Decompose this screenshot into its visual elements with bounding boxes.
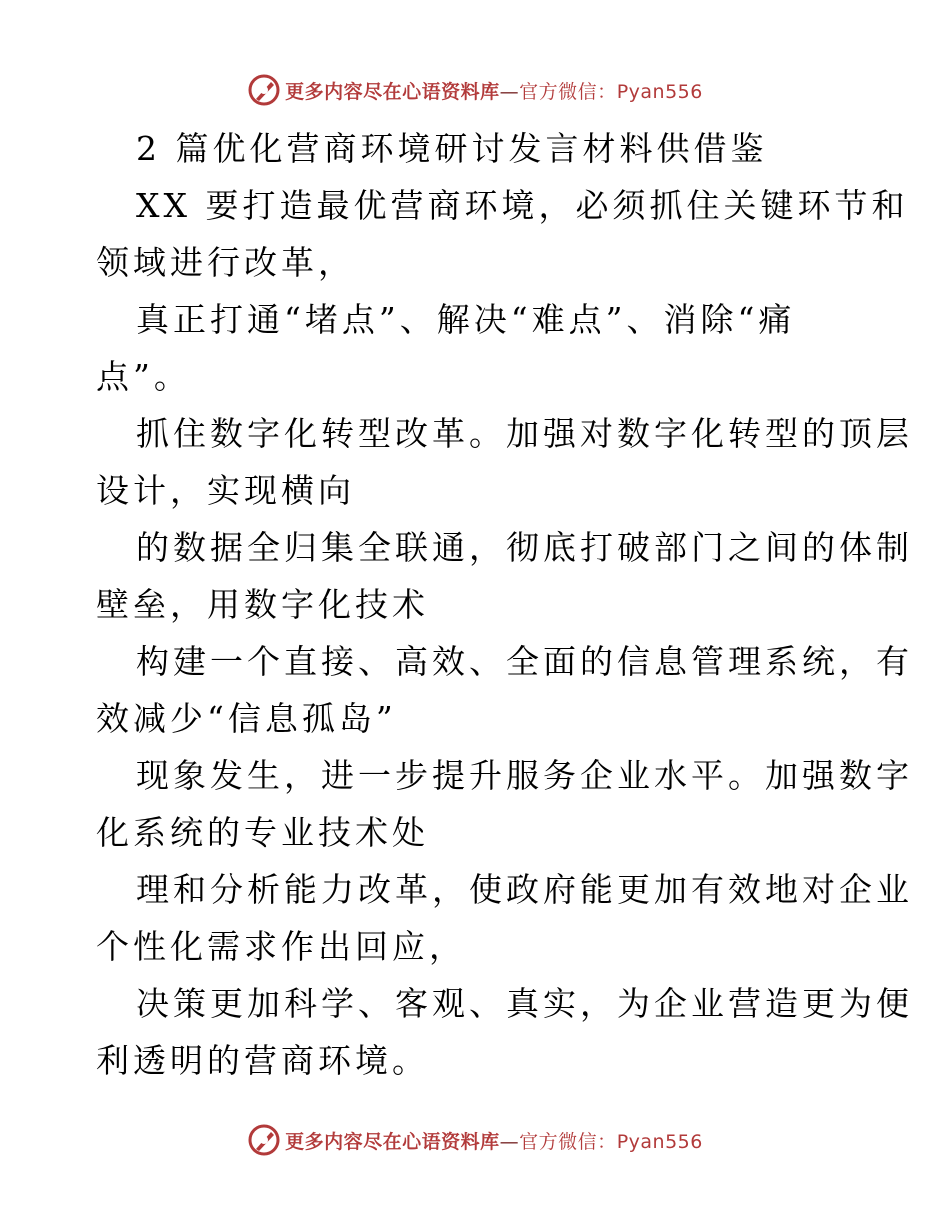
paragraph-line: 的数据全归集全联通，彻底打破部门之间的体制 <box>136 528 913 567</box>
paragraph-line: 真正打通“堵点”、解决“难点”、消除“痛 <box>136 300 796 339</box>
watermark-official-text: 官方微信： <box>519 80 617 103</box>
watermark-brand-text: 更多内容尽在心语资料库 <box>285 1130 500 1153</box>
paragraph-line: 个性化需求作出回应， <box>96 927 466 966</box>
watermark-separator: — <box>499 1130 520 1153</box>
document-body <box>96 120 913 1089</box>
quill-pen-logo-icon <box>247 1123 281 1157</box>
document-title: 2 篇优化营商环境研讨发言材料供借鉴 <box>136 129 768 168</box>
header-watermark <box>0 70 950 110</box>
header-watermark-inner <box>247 73 703 107</box>
paragraph-line: 点”。 <box>96 357 191 396</box>
footer-watermark <box>0 1120 950 1160</box>
paragraph-line: 领域进行改革， <box>96 243 355 282</box>
paragraph-line: 构建一个直接、高效、全面的信息管理系统，有 <box>136 642 913 681</box>
paragraph-line: 壁垒，用数字化技术 <box>96 585 429 624</box>
paragraph-line: XX 要打造最优营商环境，必须抓住关键环节和 <box>136 186 909 225</box>
watermark-wechat-id: Pyan556 <box>616 1130 703 1153</box>
footer-watermark-inner <box>247 1123 703 1157</box>
paragraph-line: 决策更加科学、客观、真实，为企业营造更为便 <box>136 984 913 1023</box>
quill-pen-logo-icon <box>247 73 281 107</box>
watermark-separator: — <box>499 80 520 103</box>
watermark-brand-text: 更多内容尽在心语资料库 <box>285 80 500 103</box>
paragraph-line: 现象发生，进一步提升服务企业水平。加强数字 <box>136 756 913 795</box>
paragraph-line: 设计，实现横向 <box>96 471 355 510</box>
paragraph-line: 理和分析能力改革，使政府能更加有效地对企业 <box>136 870 913 909</box>
paragraph-line: 效减少“信息孤岛” <box>96 699 397 738</box>
paragraph-line: 化系统的专业技术处 <box>96 813 429 852</box>
watermark-wechat-id: Pyan556 <box>616 80 703 103</box>
paragraph-line: 利透明的营商环境。 <box>96 1041 429 1080</box>
paragraph-line: 抓住数字化转型改革。加强对数字化转型的顶层 <box>136 414 913 453</box>
watermark-official-text: 官方微信： <box>519 1130 617 1153</box>
